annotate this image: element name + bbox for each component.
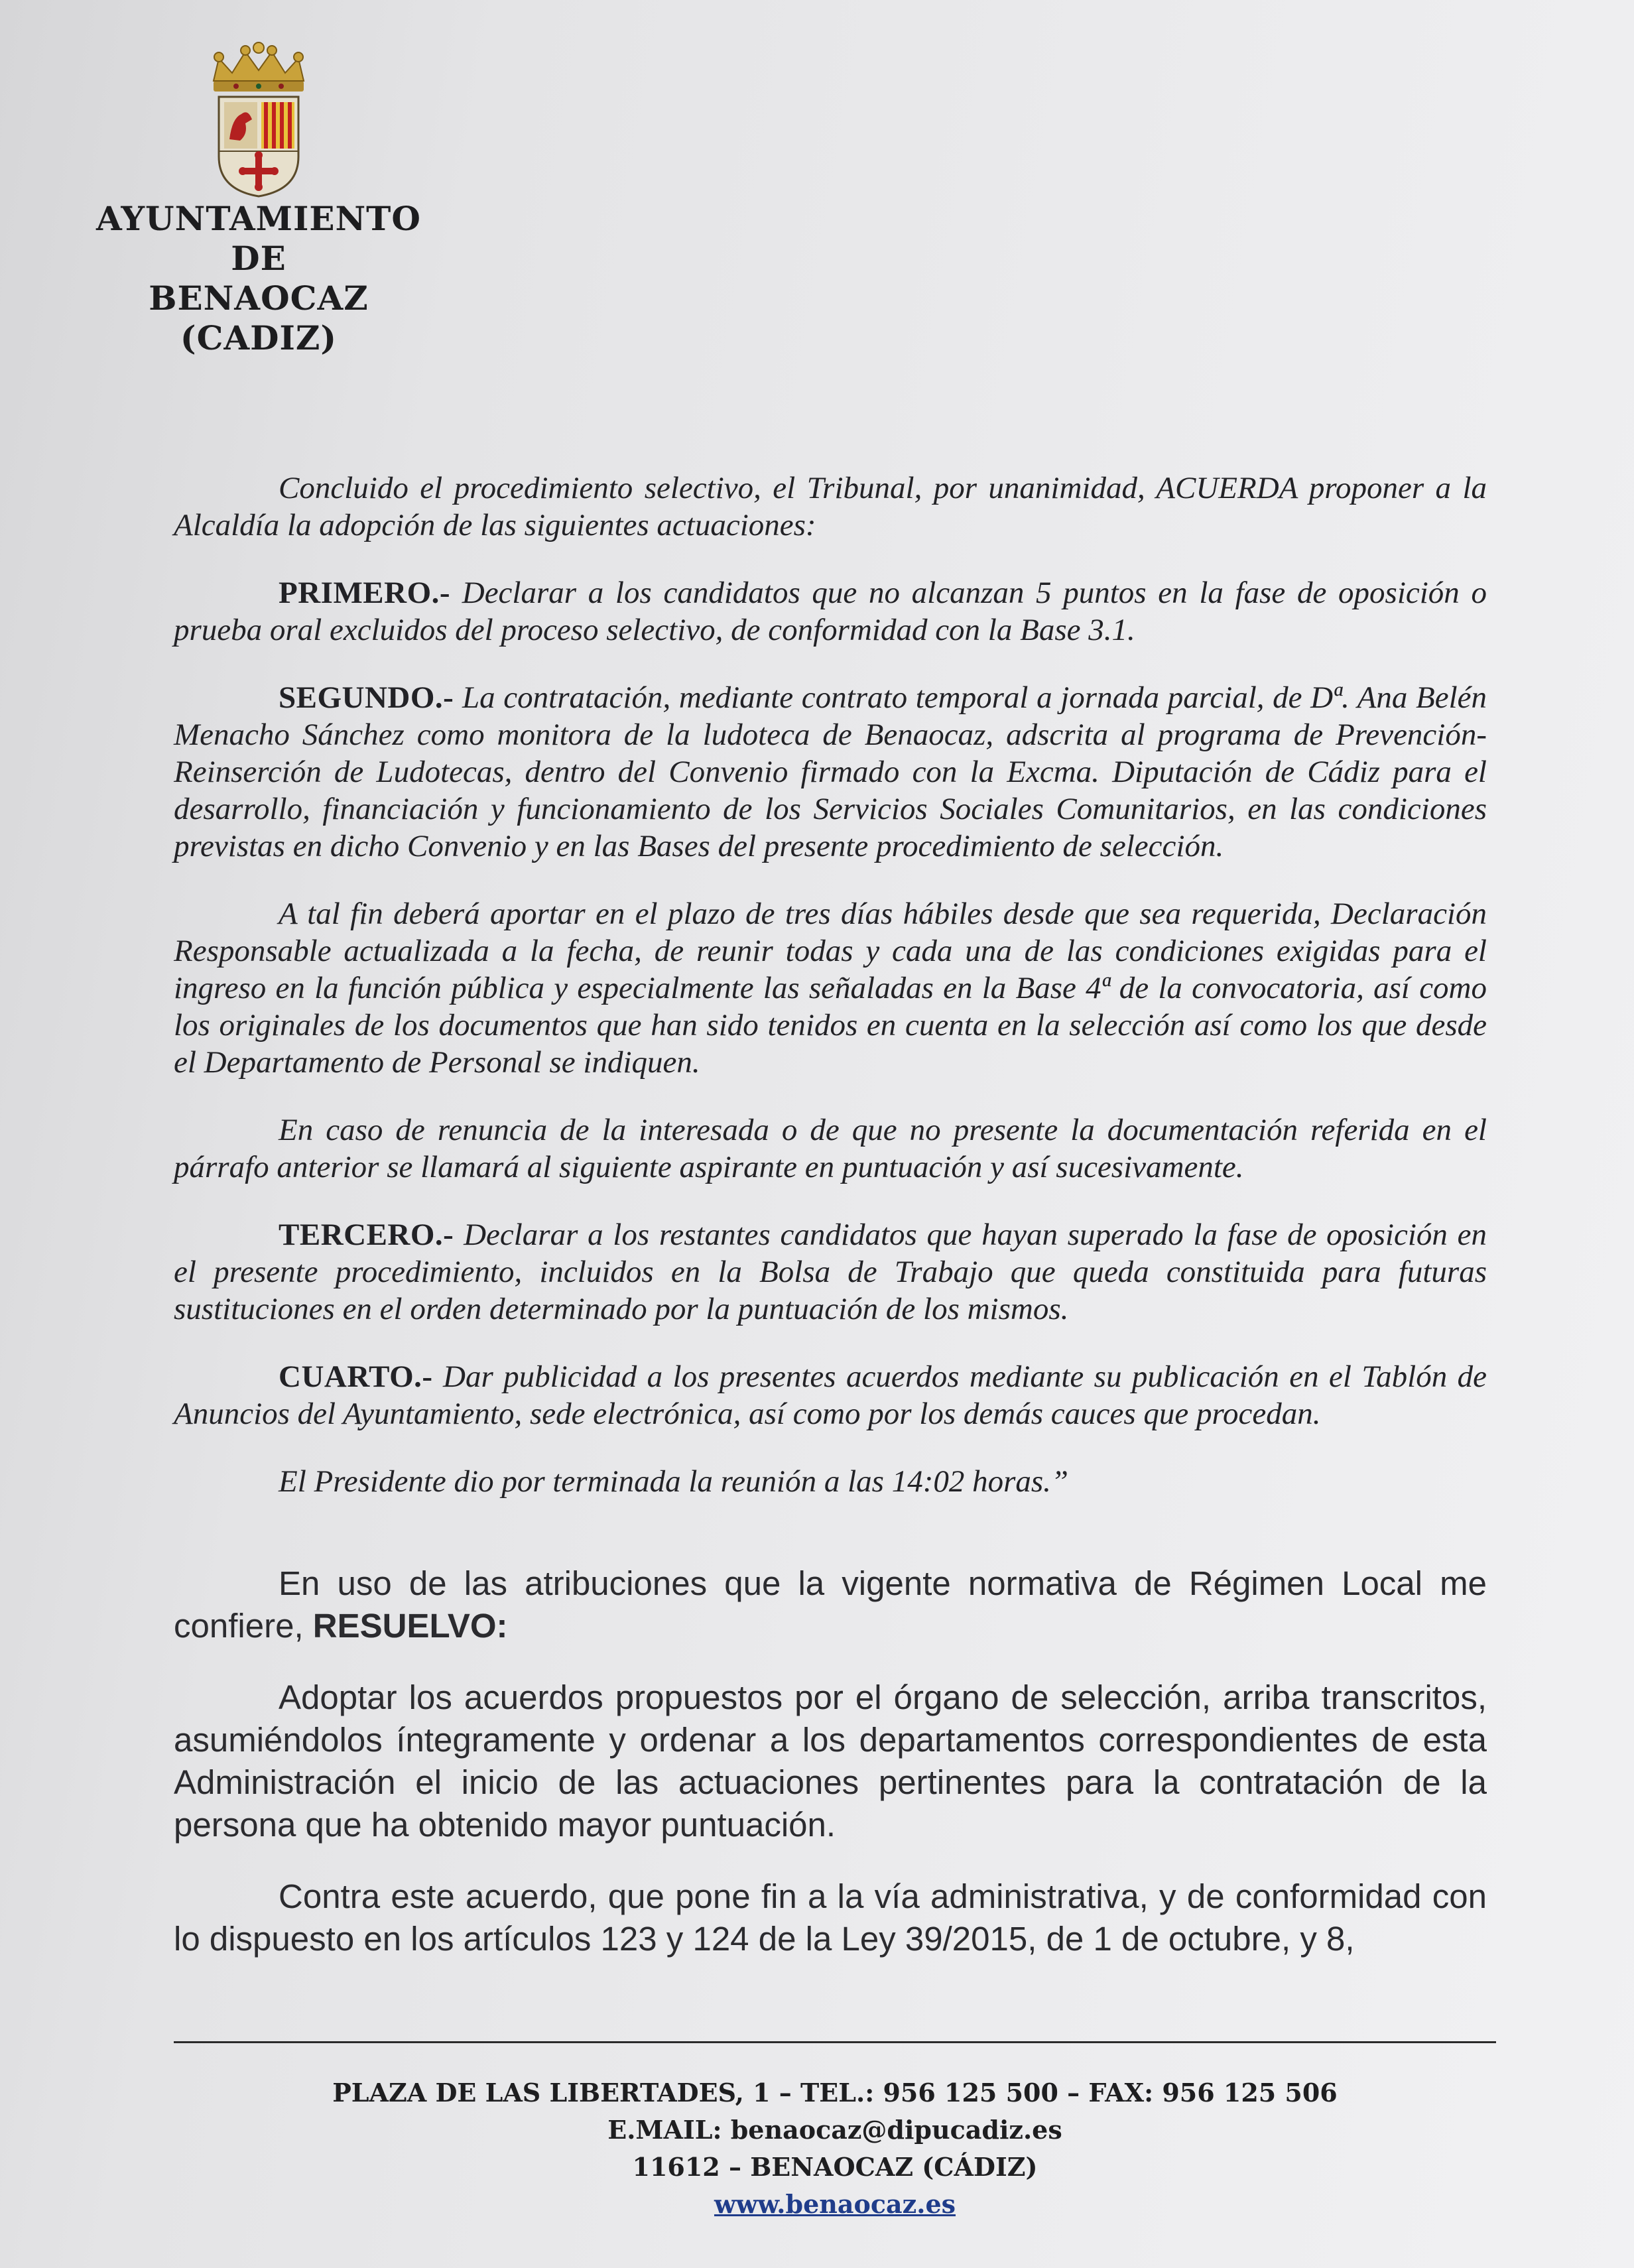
segundo-label: SEGUNDO.- [279,680,454,715]
footer-email: E.MAIL: benaocaz@dipucadiz.es [607,2115,1062,2145]
segundo-text: La contratación, mediante contrato temporal a jornada parcial, de Dª. Ana Belén Menacho Sánchez como monitora de la ludoteca de Benaocaz, adscrita al programa de Prevención-Reinserción de Ludotecas, dentro del Convenio firmado con la Excma. Diputación de Cádiz para el desarrollo, financiación y funcionamiento de los Servicios Sociales Comunitarios, en las condiciones previstas en dicho Convenio y en las Bases del presente procedimiento de selección. [174,680,1487,863]
acta-section [174,470,1487,1500]
org-name-line1: AYUNTAMIENTO [96,199,421,238]
coat-of-arms-icon [199,40,318,199]
letterhead [86,40,431,358]
tercero-label: TERCERO.- [279,1218,454,1252]
closing-paragraph: El Presidente dio por terminada la reunión a las 14:02 horas.” [279,1464,1069,1499]
resuelvo-label: RESUELVO: [312,1607,508,1645]
primero-text: Declarar a los candidatos que no alcanzan 5 puntos en la fase de oposición o prueba oral excluidos del proceso selectivo, de conformidad con la Base 3.1. [174,576,1487,647]
footer [174,2074,1496,2223]
footer-website-link[interactable]: www.benaocaz.es [714,2189,956,2219]
segundo-paragraph [174,679,1487,865]
org-name-line2: DE [231,239,286,278]
tercero-paragraph [174,1216,1487,1328]
cuarto-paragraph [174,1358,1487,1432]
cuarto-label: CUARTO.- [279,1359,433,1394]
org-name-line3: BENAOCAZ [149,279,369,318]
acta-intro-paragraph: Concluido el procedimiento selectivo, el Tribunal, por unanimidad, ACUERDA proponer a la Alcaldía la adopción de las siguientes actuaciones: [174,471,1487,542]
resolution-intro-text: En uso de las atribuciones que la vigente normativa de Régimen Local me confiere, [174,1564,1487,1645]
adopt-agreements-paragraph: Adoptar los acuerdos propuestos por el órgano de selección, arriba transcritos, asumiéndolos íntegramente y ordenar a los departamentos correspondientes de esta Administración el inicio de las actuaciones pertinentes para la contratación de la persona que ha obtenido mayor puntuación. [174,1678,1487,1844]
primero-label: PRIMERO.- [279,576,451,610]
renuncia-paragraph: En caso de renuncia de la interesada o de que no presente la documentación referida en el párrafo anterior se llamará al siguiente aspirante en puntuación y así sucesivamente. [174,1113,1487,1184]
primero-paragraph [174,574,1487,649]
resolution-intro-paragraph [174,1562,1487,1647]
org-name-line4: (CADIZ) [180,318,338,357]
footer-postal: 11612 – BENAOCAZ (CÁDIZ) [632,2152,1038,2182]
footer-divider [174,2041,1496,2043]
resolution-section [174,1562,1487,1960]
tercero-text: Declarar a los restantes candidatos que hayan superado la fase de oposición en el presente procedimiento, incluidos en la Bolsa de Trabajo que queda constituida para futuras sustituciones en el orden determinado por la puntuación de los mismos. [174,1218,1487,1326]
footer-address: PLAZA DE LAS LIBERTADES, 1 – TEL.: 956 125 500 – FAX: 956 125 506 [332,2078,1338,2108]
appeal-paragraph: Contra este acuerdo, que pone fin a la vía administrativa, y de conformidad con lo dispuesto en los artículos 123 y 124 de la Ley 39/2015, de 1 de octubre, y 8, [174,1877,1487,1958]
cuarto-text: Dar publicidad a los presentes acuerdos mediante su publicación en el Tablón de Anuncios del Ayuntamiento, sede electrónica, así como por los demás cauces que procedan. [174,1359,1487,1431]
requirements-paragraph: A tal fin deberá aportar en el plazo de tres días hábiles desde que sea requerida, Declaración Responsable actualizada a la fecha, de reunir todas y cada una de las condiciones exigidas para el ingreso en la función pública y especialmente las señaladas en la Base 4ª de la convocatoria, así como los originales de los documentos que han sido tenidos en cuenta en la selección así como los que desde el Departamento de Personal se indiquen. [174,897,1487,1080]
